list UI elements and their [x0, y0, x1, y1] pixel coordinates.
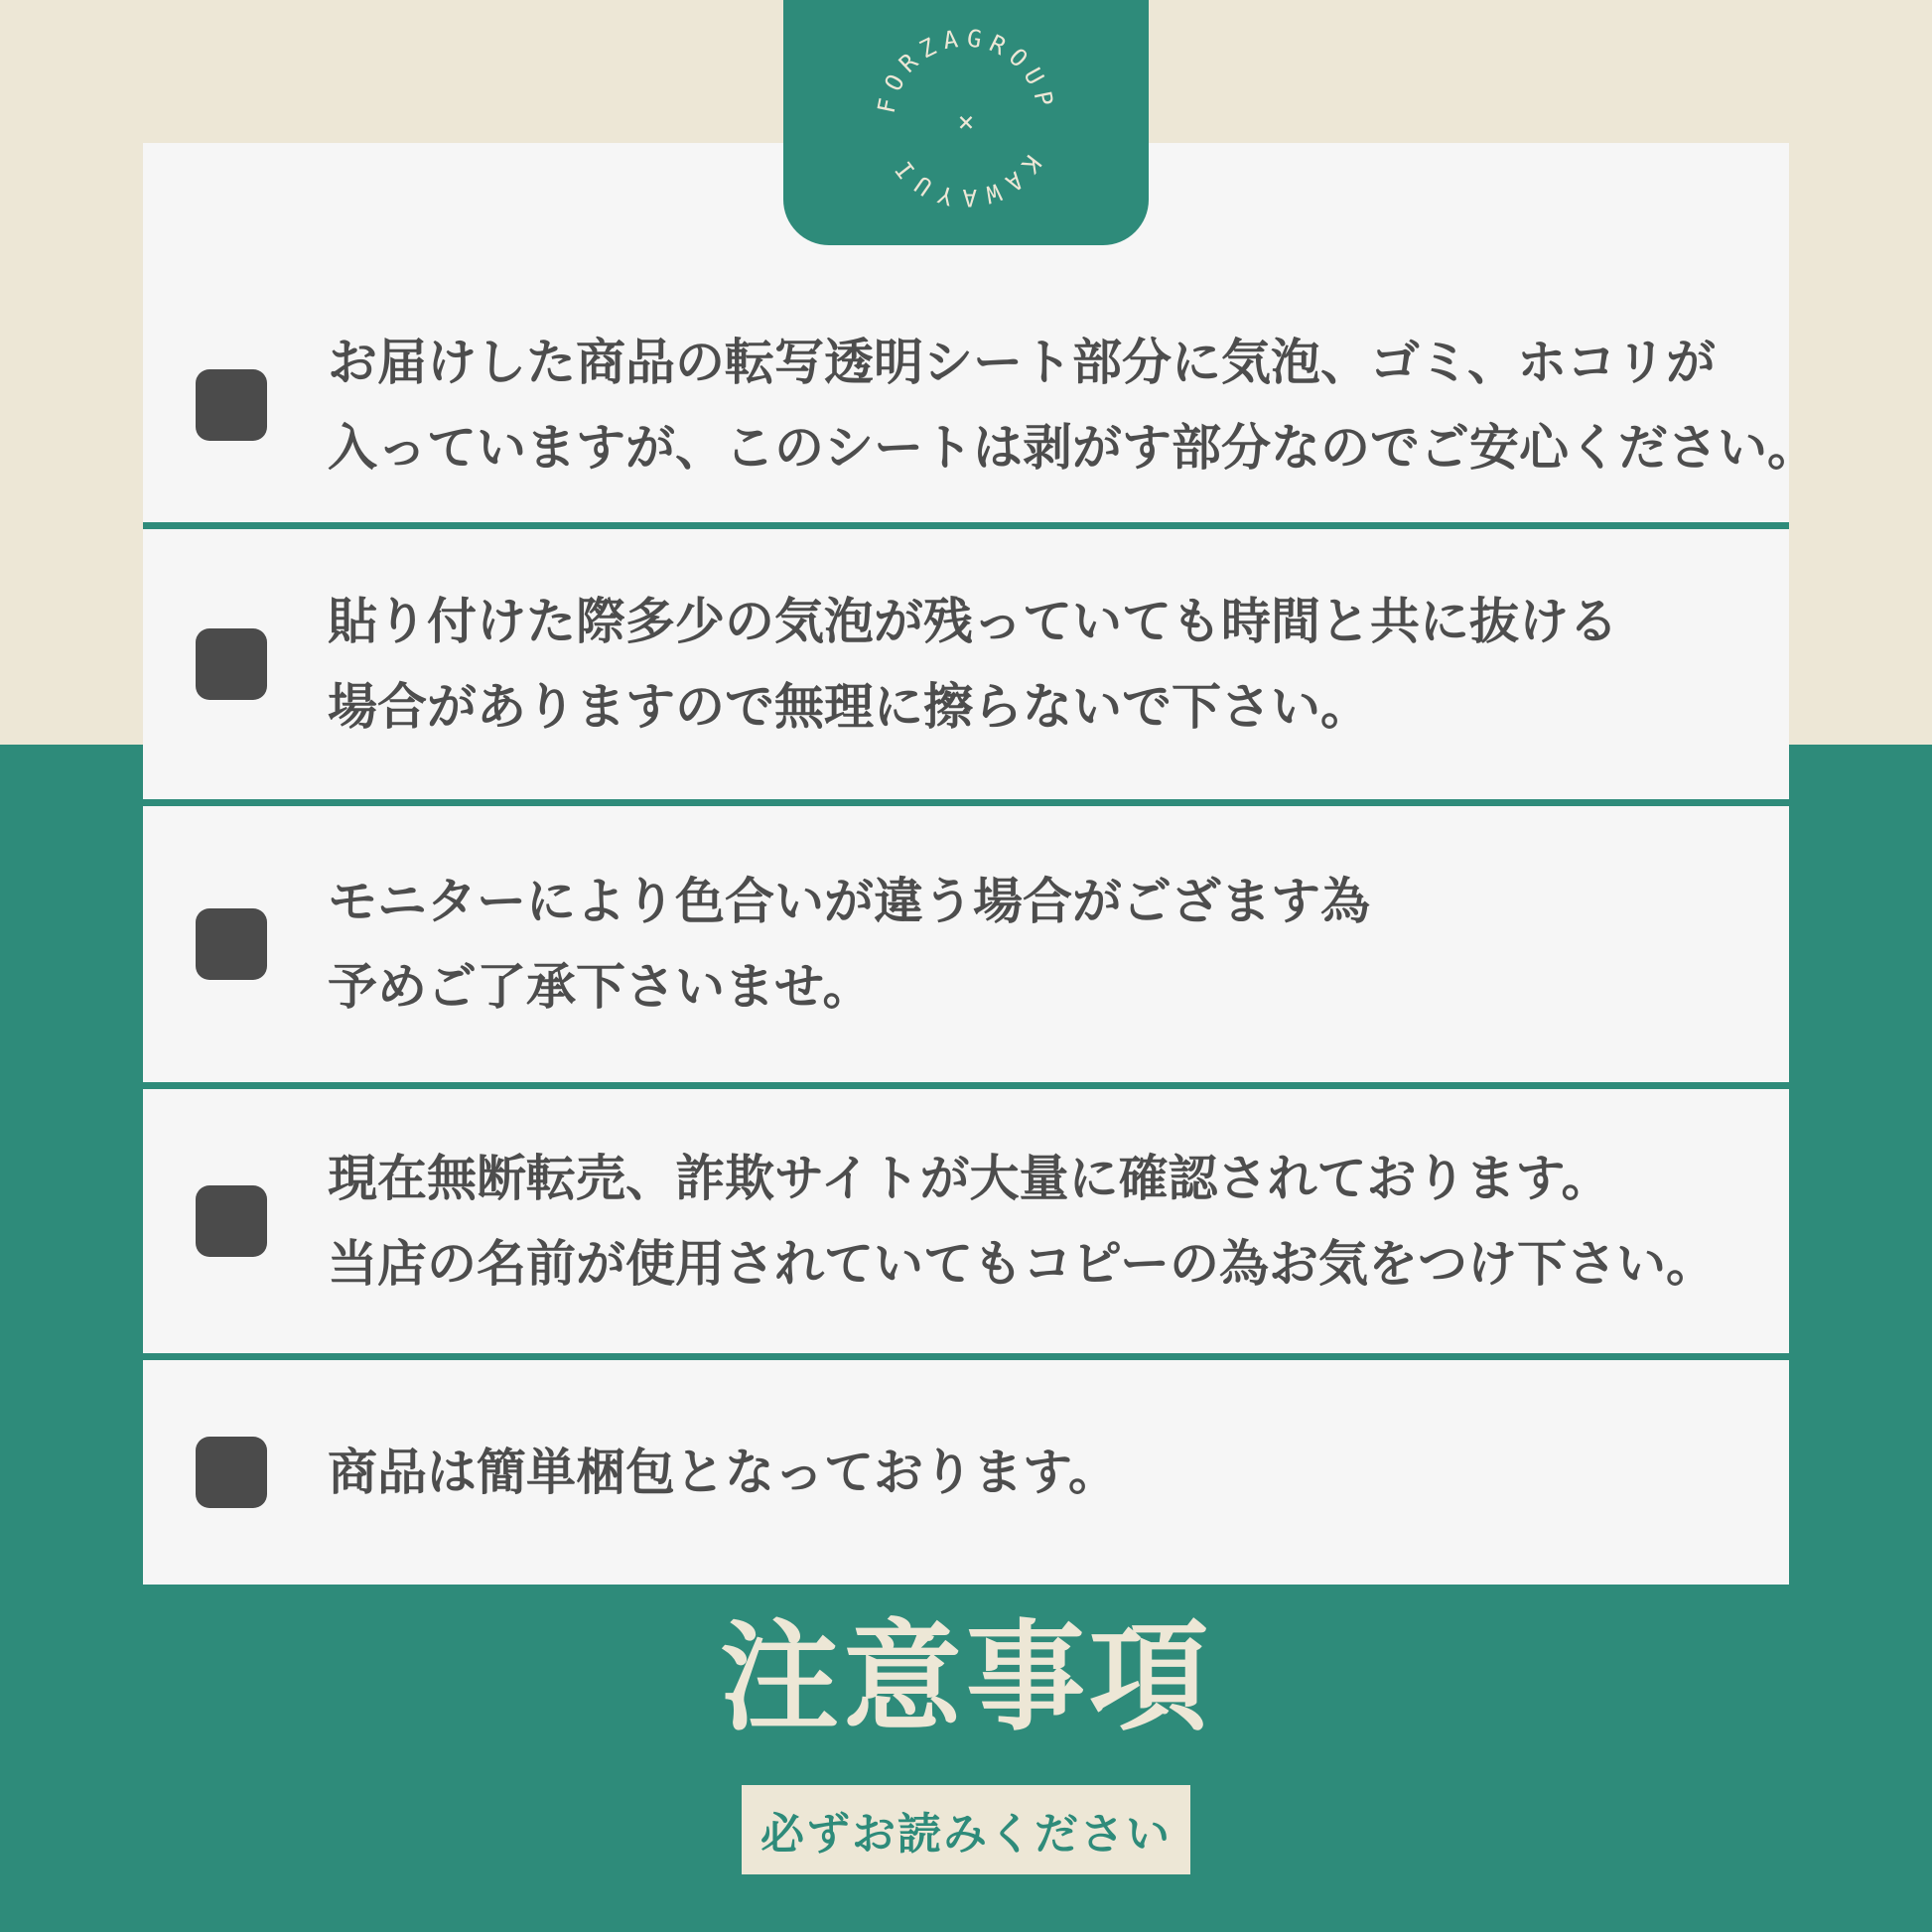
brand-name-bottom: KAWAYUI [885, 149, 1047, 212]
brand-x-separator-icon: × [957, 104, 975, 138]
svg-text:FORZAGROUP [873, 24, 1060, 115]
notice-card [143, 143, 1817, 1585]
notice-item-2 [143, 529, 1789, 806]
notice-text-4 [328, 1136, 1716, 1307]
notice-line: モニターにより色合いが違う場合がござます為 [328, 874, 1370, 929]
square-bullet-icon [196, 1185, 267, 1257]
notice-text-5 [328, 1430, 1118, 1515]
square-bullet-icon [196, 1437, 267, 1508]
svg-text:KAWAYUI [886, 150, 1046, 211]
notice-line: 貼り付けた際多少の気泡が残っていても時間と共に抜ける [328, 594, 1618, 649]
notice-line: 場合がありますので無理に擦らないで下さい。 [328, 679, 1370, 735]
read-me-badge [742, 1785, 1190, 1874]
notice-text-1 [328, 320, 1817, 490]
notice-line: 予めご了承下さいませ。 [328, 959, 873, 1015]
notice-line: 当店の名前が使用されていてもコピーの為お気をつけ下さい。 [328, 1236, 1716, 1292]
notice-item-4 [143, 1089, 1789, 1360]
square-bullet-icon [196, 908, 267, 980]
notice-text-3 [328, 859, 1370, 1030]
notice-line: 入っていますが、このシートは剥がす部分なのでご安心ください。 [328, 420, 1817, 476]
brand-name-top: FORZAGROUP [872, 24, 1060, 116]
notice-text-2 [328, 579, 1618, 750]
brand-circle-logo [856, 8, 1076, 228]
square-bullet-icon [196, 628, 267, 700]
notice-line: お届けした商品の転写透明シート部分に気泡、ゴミ、ホコリが [328, 335, 1716, 390]
badge-label: 必ずお読みください [760, 1810, 1172, 1859]
notice-item-5 [143, 1360, 1789, 1585]
brand-tab [783, 0, 1149, 245]
notice-line: 現在無断転売、詐欺サイトが大量に確認されております。 [328, 1151, 1611, 1206]
notice-item-3 [143, 806, 1789, 1089]
notice-line: 商品は簡単梱包となっております。 [328, 1445, 1118, 1500]
square-bullet-icon [196, 369, 267, 441]
page-title: 注意事項 [720, 1611, 1212, 1744]
